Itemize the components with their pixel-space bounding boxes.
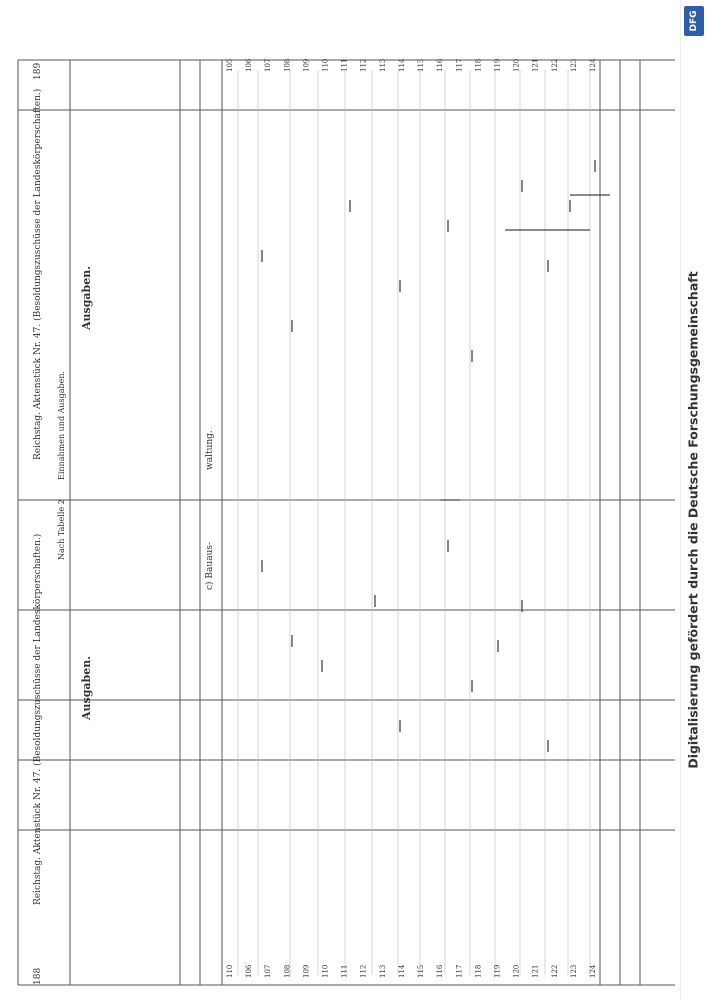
left-page-labels (32, 499, 215, 985)
left-page-number: 188 (33, 967, 43, 985)
left-row-numbers (226, 964, 597, 978)
row-number: 118 (474, 58, 483, 72)
row-lines (238, 70, 590, 975)
right-page-header: Reichstag. Aktenstück Nr. 47. (Besoldungszuschüsse der Landeskörperschaften.) (33, 88, 43, 460)
right-page-number: 189 (33, 62, 43, 80)
row-number: 109 (302, 964, 311, 978)
left-section-bauaus: c) Bauaus- (205, 541, 215, 590)
row-number: 109 (302, 58, 311, 72)
row-number: 123 (569, 58, 578, 72)
row-number: 114 (397, 58, 406, 72)
row-number: 119 (493, 964, 502, 978)
row-number: 122 (550, 58, 559, 72)
row-number: 106 (245, 964, 254, 978)
banner-text: Digitalisierung gefördert durch die Deutsche Forschungsgemeinschaft (685, 271, 701, 769)
row-number: 117 (455, 964, 464, 978)
row-number: 124 (589, 58, 597, 72)
right-section-ausgaben: Ausgaben. (80, 265, 93, 330)
row-number: 123 (569, 964, 578, 978)
right-page-labels (32, 63, 215, 480)
cell-dashes (262, 160, 610, 752)
row-number: 119 (493, 58, 502, 72)
row-number: 110 (321, 58, 330, 72)
row-number: 120 (512, 58, 521, 72)
left-page-header: Reichstag. Aktenstück Nr. 47. (Besoldungszuschüsse der Landeskörperschaften.) (33, 533, 43, 905)
left-page-subheader: Nach Tabelle 2 (57, 499, 66, 560)
row-number: 117 (455, 58, 464, 72)
row-number: 111 (340, 964, 349, 978)
row-number: 113 (378, 964, 387, 978)
right-page-subheader: Einnahmen und Ausgaben. (57, 370, 66, 480)
row-number: 120 (512, 964, 521, 978)
row-number: 124 (589, 964, 597, 978)
row-number: 114 (397, 964, 406, 978)
row-number: 116 (436, 58, 445, 72)
table-grid (18, 60, 675, 985)
row-number: 113 (378, 58, 387, 72)
left-section-ausgaben: Ausgaben. (80, 655, 93, 720)
row-number: 107 (264, 58, 273, 72)
right-section-waltung: waltung. (205, 430, 215, 470)
row-number: 110 (226, 964, 234, 978)
row-number: 118 (474, 964, 483, 978)
row-number: 112 (359, 58, 368, 72)
row-number: 105 (226, 58, 234, 72)
row-number: 106 (245, 58, 254, 72)
row-number: 115 (417, 58, 426, 72)
row-number: 110 (321, 964, 330, 978)
dfg-logo: DFG (684, 6, 704, 36)
row-number: 116 (436, 964, 445, 978)
row-number: 108 (283, 58, 292, 72)
row-number: 121 (531, 964, 540, 978)
row-number: 112 (359, 964, 368, 978)
row-number: 115 (417, 964, 426, 978)
row-number: 107 (264, 964, 273, 978)
row-number: 121 (531, 58, 540, 72)
row-number: 111 (340, 58, 349, 72)
row-number: 122 (550, 964, 559, 978)
row-number: 108 (283, 964, 292, 978)
